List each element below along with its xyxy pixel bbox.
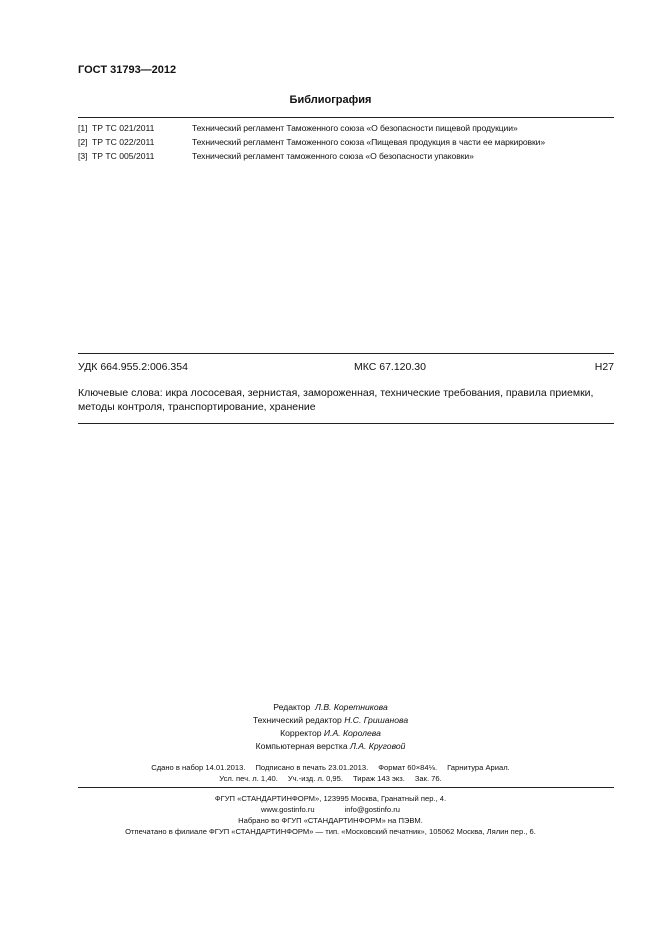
bibliography-title: Библиография bbox=[289, 94, 372, 106]
keywords-bottom-rule bbox=[78, 423, 614, 424]
classification-line bbox=[78, 361, 614, 375]
entry-description: Технический регламент Таможенного союза «Пищевая продукция в части ее маркировки» bbox=[192, 137, 546, 147]
publisher-site[interactable]: www.gostinfo.ru bbox=[260, 805, 315, 814]
editor-line: Редактор Л.В. Коретникова bbox=[273, 702, 388, 712]
publisher-contacts bbox=[0, 804, 661, 815]
okstu-code: Н27 bbox=[594, 361, 614, 373]
publisher-email[interactable]: info@gostinfo.ru bbox=[344, 805, 401, 814]
entry-number: [3] bbox=[78, 151, 88, 161]
print-info-line-2: Усл. печ. л. 1,40. Уч.-изд. л. 0,95. Тираж 143 экз. Зак. 76. bbox=[219, 774, 442, 783]
entry-number: [1] bbox=[78, 123, 88, 133]
keywords-paragraph: Ключевые слова: икра лососевая, зернистая, замороженная, технические требования, правила приемки, методы контроля, транспортирование, хранение bbox=[78, 387, 594, 413]
print-info bbox=[0, 762, 661, 784]
bibliography-entry bbox=[78, 150, 618, 162]
typeset-note: Набрано во ФГУП «СТАНДАРТИНФОРМ» на ПЭВМ. bbox=[238, 816, 423, 825]
tech-editor-line: Технический редактор Н.С. Гришанова bbox=[252, 715, 409, 725]
printed-note: Отпечатано в филиале ФГУП «СТАНДАРТИНФОРМ» — тип. «Московский печатник», 105062 Москва, Лялин пер., 6. bbox=[125, 827, 536, 836]
print-info-line-1: Сдано в набор 14.01.2013. Подписано в печать 23.01.2013. Формат 60×84⅛. Гарнитура Ариал. bbox=[151, 763, 510, 772]
publisher-address: ФГУП «СТАНДАРТИНФОРМ», 123995 Москва, Гранатный пер., 4. bbox=[214, 794, 447, 803]
entry-code: ТР ТС 022/2011 bbox=[92, 137, 155, 147]
publisher-info bbox=[0, 793, 661, 837]
mks-code: МКС 67.120.30 bbox=[354, 361, 426, 373]
editorial-credits bbox=[0, 701, 661, 753]
proofreader-line: Корректор И.А. Королева bbox=[280, 728, 381, 738]
bibliography-top-rule bbox=[78, 117, 614, 118]
entry-code: ТР ТС 021/2011 bbox=[92, 123, 155, 133]
entry-description: Технический регламент таможенного союза «О безопасности упаковки» bbox=[192, 151, 474, 161]
entry-code: ТР ТС 005/2011 bbox=[92, 151, 155, 161]
bibliography-entry bbox=[78, 122, 618, 134]
entry-description: Технический регламент Таможенного союза «О безопасности пищевой продукции» bbox=[192, 123, 518, 133]
standard-number: ГОСТ 31793—2012 bbox=[78, 64, 177, 76]
layout-line: Компьютерная верстка Л.А. Круговой bbox=[255, 741, 406, 751]
classification-top-rule bbox=[78, 353, 614, 354]
bibliography-entry bbox=[78, 136, 618, 148]
entry-number: [2] bbox=[78, 137, 88, 147]
publisher-top-rule bbox=[78, 787, 614, 788]
udk-code: УДК 664.955.2:006.354 bbox=[78, 361, 188, 373]
